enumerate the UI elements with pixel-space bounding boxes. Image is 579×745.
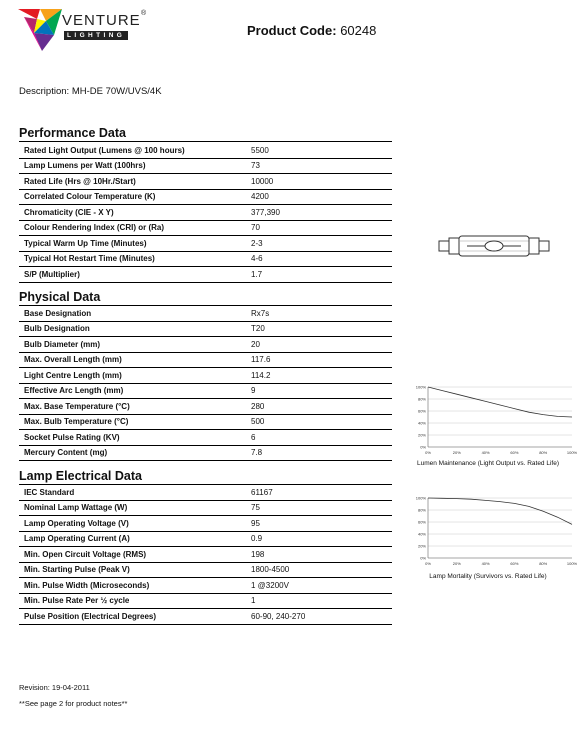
spec-value: 280 (246, 399, 392, 415)
description-value: MH-DE 70W/UVS/4K (71, 86, 162, 97)
spec-label: Correlated Colour Temperature (K) (19, 189, 246, 205)
spec-label: Min. Starting Pulse (Peak V) (19, 562, 246, 578)
spec-value: 75 (246, 500, 392, 516)
spec-value: 73 (246, 158, 392, 174)
spec-label: Typical Warm Up Time (Minutes) (19, 236, 246, 252)
spec-label: Mercury Content (mg) (19, 445, 246, 461)
spec-value: 70 (246, 220, 392, 236)
x-tick-label: 60% (510, 561, 519, 566)
table-row (19, 516, 392, 532)
y-tick-label: 0% (420, 444, 426, 450)
table-row (19, 337, 392, 353)
table-row (19, 531, 392, 547)
double-ended-lamp-drawing-icon (437, 232, 551, 260)
table-row (19, 368, 392, 384)
y-tick-label: 0% (420, 555, 426, 561)
spec-label: Pulse Position (Electrical Degrees) (19, 609, 246, 625)
table-row (19, 189, 392, 205)
series-line (428, 387, 572, 417)
spec-label: Bulb Designation (19, 321, 246, 337)
table-row (19, 399, 392, 415)
spec-label: Typical Hot Restart Time (Minutes) (19, 251, 246, 267)
spec-value: 500 (246, 414, 392, 430)
spec-value: 61167 (246, 485, 392, 500)
x-tick-label: 0% (425, 450, 431, 455)
spec-label: Lamp Operating Voltage (V) (19, 516, 246, 532)
spec-label: Max. Overall Length (mm) (19, 352, 246, 368)
spec-value: 1800-4500 (246, 562, 392, 578)
lumen-maintenance-chart (408, 382, 578, 458)
lamp-mortality-chart (408, 493, 578, 569)
x-tick-label: 80% (539, 561, 548, 566)
spec-value: 114.2 (246, 368, 392, 384)
table-row (19, 383, 392, 399)
table-row (19, 174, 392, 190)
y-tick-label: 40% (417, 420, 426, 426)
spec-label: Socket Pulse Rating (KV) (19, 430, 246, 446)
spec-value: 117.6 (246, 352, 392, 368)
spec-label: Lamp Lumens per Watt (100hrs) (19, 158, 246, 174)
spec-label: Chromaticity (CIE - X Y) (19, 205, 246, 221)
spec-label: Min. Pulse Width (Microseconds) (19, 578, 246, 594)
spec-label: Bulb Diameter (mm) (19, 337, 246, 353)
spec-value: 7.8 (246, 445, 392, 461)
spec-value: 4-6 (246, 251, 392, 267)
table-row (19, 236, 392, 252)
table-row (19, 306, 392, 321)
table-row (19, 485, 392, 500)
table-row (19, 414, 392, 430)
spec-value: 1 @3200V (246, 578, 392, 594)
spec-label: S/P (Multiplier) (19, 267, 246, 283)
y-tick-label: 20% (417, 543, 426, 549)
spec-value: 9 (246, 383, 392, 399)
x-tick-label: 100% (566, 450, 578, 455)
physical-data-title: Physical Data (19, 290, 392, 306)
spec-label: Max. Bulb Temperature (°C) (19, 414, 246, 430)
table-row (19, 143, 392, 158)
x-tick-label: 80% (539, 450, 548, 455)
table-row (19, 430, 392, 446)
spec-value: 1.7 (246, 267, 392, 283)
spec-value: T20 (246, 321, 392, 337)
spec-label: Min. Open Circuit Voltage (RMS) (19, 547, 246, 563)
spec-label: Nominal Lamp Wattage (W) (19, 500, 246, 516)
spec-label: Rated Light Output (Lumens @ 100 hours) (19, 143, 246, 158)
product-code-label: Product Code: (247, 23, 337, 38)
table-row (19, 562, 392, 578)
y-tick-label: 40% (417, 531, 426, 537)
spec-value: 10000 (246, 174, 392, 190)
performance-data-table (19, 143, 392, 283)
x-tick-label: 40% (481, 561, 490, 566)
table-row (19, 158, 392, 174)
y-tick-label: 100% (415, 495, 426, 501)
spec-value: 377,390 (246, 205, 392, 221)
physical-data-table (19, 306, 392, 461)
spec-label: Max. Base Temperature (°C) (19, 399, 246, 415)
x-tick-label: 60% (510, 450, 519, 455)
spec-value: 95 (246, 516, 392, 532)
table-row (19, 267, 392, 283)
series-line (428, 498, 572, 524)
brand-name: VENTURE (62, 12, 141, 29)
performance-data-title: Performance Data (19, 126, 392, 142)
y-tick-label: 80% (417, 507, 426, 513)
x-tick-label: 0% (425, 561, 431, 566)
y-tick-label: 100% (415, 384, 426, 390)
spec-label: Base Designation (19, 306, 246, 321)
table-row (19, 220, 392, 236)
brand-subtitle: LIGHTING (64, 31, 128, 40)
spec-label: Rated Life (Hrs @ 10Hr./Start) (19, 174, 246, 190)
x-tick-label: 100% (566, 561, 578, 566)
spec-label: Min. Pulse Rate Per ½ cycle (19, 593, 246, 609)
revision-date: Revision: 19-04-2011 (19, 683, 90, 692)
electrical-data-table (19, 485, 392, 625)
x-tick-label: 20% (452, 450, 461, 455)
table-row (19, 205, 392, 221)
spec-value: 0.9 (246, 531, 392, 547)
spec-label: Light Centre Length (mm) (19, 368, 246, 384)
product-code-value: 60248 (340, 23, 377, 38)
x-tick-label: 20% (452, 561, 461, 566)
lamp-mortality-caption: Lamp Mortality (Survivors vs. Rated Life) (429, 573, 547, 580)
table-row (19, 251, 392, 267)
electrical-data-title: Lamp Electrical Data (19, 469, 392, 485)
x-tick-label: 40% (481, 450, 490, 455)
brand-registered-mark: ® (141, 10, 147, 17)
spec-value: 1 (246, 593, 392, 609)
table-row (19, 445, 392, 461)
spec-value: 198 (246, 547, 392, 563)
y-tick-label: 60% (417, 408, 426, 414)
table-row (19, 352, 392, 368)
table-row (19, 547, 392, 563)
spec-value: 6 (246, 430, 392, 446)
product-notes-reference: **See page 2 for product notes** (19, 699, 128, 708)
spec-value: Rx7s (246, 306, 392, 321)
lumen-maintenance-caption: Lumen Maintenance (Light Output vs. Rated Life) (417, 460, 559, 467)
spec-label: Lamp Operating Current (A) (19, 531, 246, 547)
spec-value: 5500 (246, 143, 392, 158)
product-code (247, 23, 376, 38)
table-row (19, 578, 392, 594)
y-tick-label: 80% (417, 396, 426, 402)
table-row (19, 500, 392, 516)
table-row (19, 609, 392, 625)
spec-label: IEC Standard (19, 485, 246, 500)
spec-value: 2-3 (246, 236, 392, 252)
spec-value: 60-90, 240-270 (246, 609, 392, 625)
description (19, 86, 162, 97)
spec-value: 20 (246, 337, 392, 353)
spec-label: Effective Arc Length (mm) (19, 383, 246, 399)
y-tick-label: 20% (417, 432, 426, 438)
table-row (19, 593, 392, 609)
table-row (19, 321, 392, 337)
description-label: Description: (19, 86, 70, 97)
spec-value: 4200 (246, 189, 392, 205)
y-tick-label: 60% (417, 519, 426, 525)
spec-label: Colour Rendering Index (CRI) or (Ra) (19, 220, 246, 236)
